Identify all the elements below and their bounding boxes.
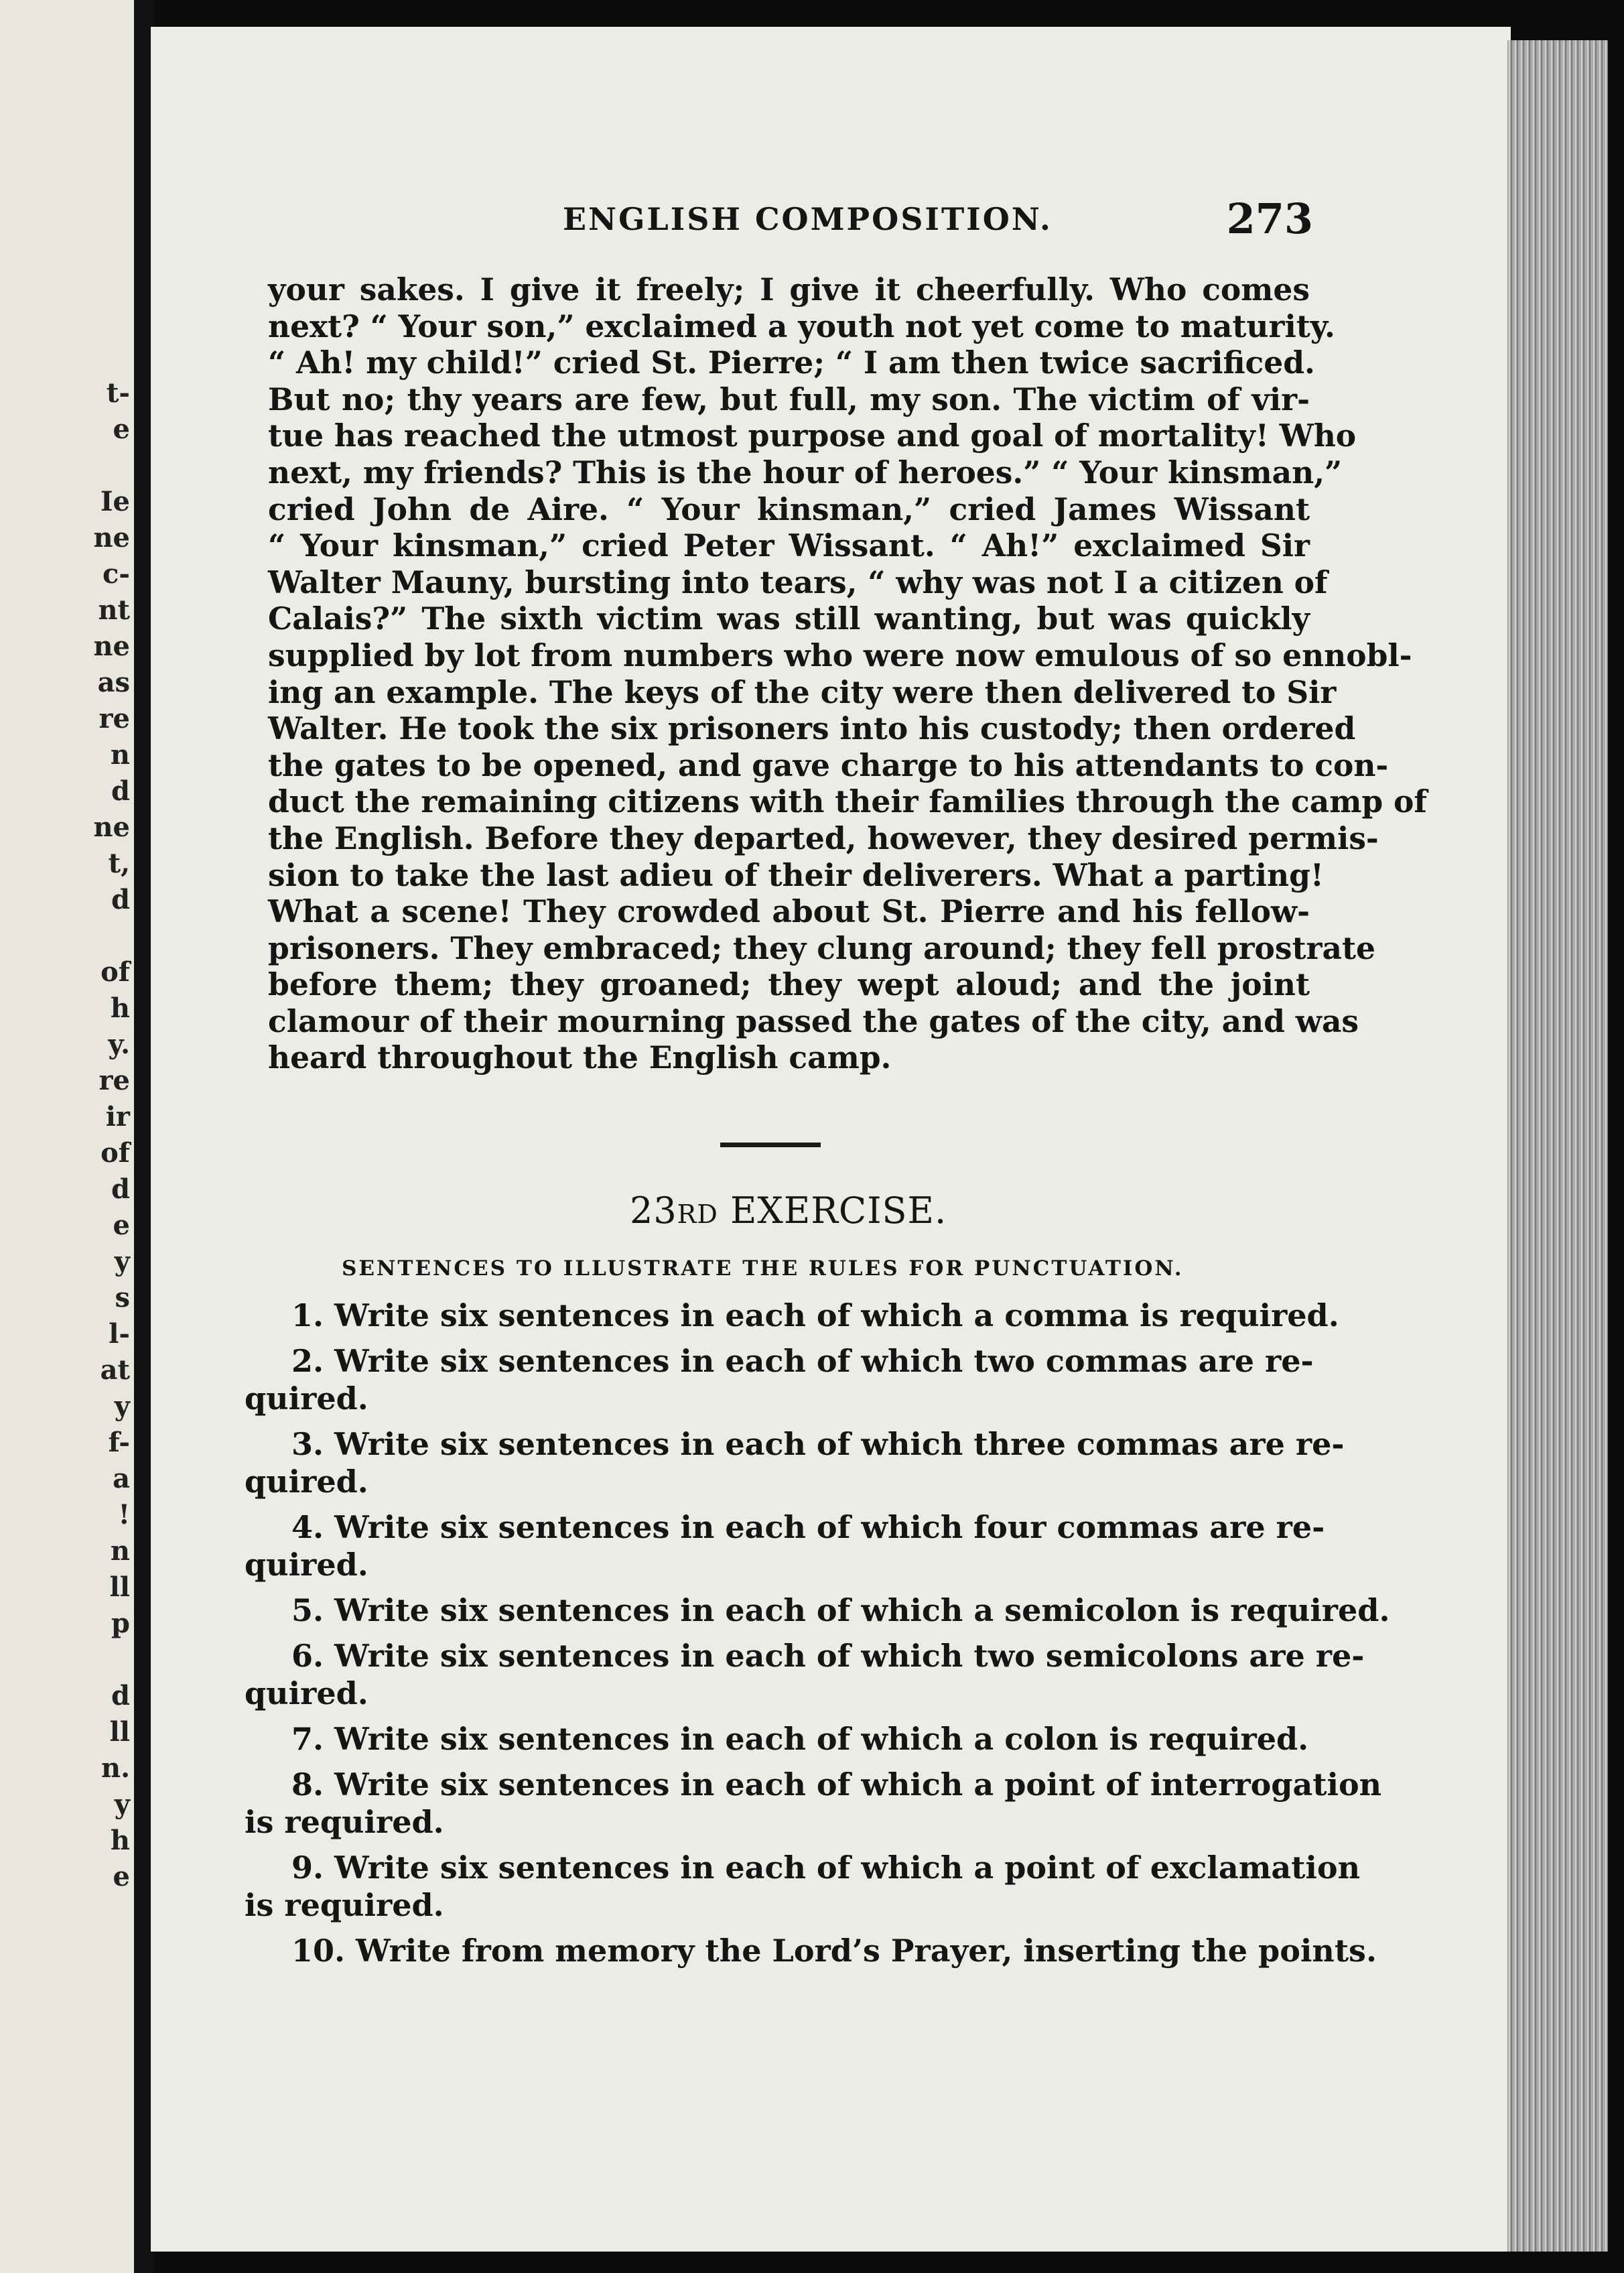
exercise-item-text: 8. Write six sentences in each of which a point of interrogation: [291, 1766, 1382, 1803]
exercise-item-continuation: quired.: [245, 1380, 368, 1417]
exercise-item: [245, 1297, 1339, 1334]
exercise-item-continuation: is required.: [245, 1887, 444, 1923]
fragment: d: [111, 884, 130, 915]
exercise-item-text: 4. Write six sentences in each of which four commas are re-: [291, 1509, 1325, 1545]
fragment: d: [111, 1680, 130, 1711]
fragment: ir: [105, 1101, 130, 1132]
text-line: tue has reached the utmost purpose and goal of mortality! Who: [268, 417, 1357, 454]
fragment: e: [113, 1210, 130, 1241]
exercise-ordinal-suffix: RD: [677, 1199, 718, 1229]
fragment: l-: [109, 1318, 130, 1350]
fragment: n: [110, 1535, 130, 1567]
section-divider: [720, 1143, 821, 1147]
fragment: n.: [100, 1752, 130, 1784]
exercise-item-text: 10. Write from memory the Lord’s Prayer, inserting the points.: [291, 1933, 1377, 1969]
fragment: a: [113, 1463, 130, 1494]
text-line: next? “ Your son,” exclaimed a youth not yet come to maturity.: [268, 308, 1335, 344]
fragment: e: [113, 1861, 130, 1892]
text-line: But no; thy years are few, but full, my son. The victim of vir-: [268, 381, 1310, 417]
text-line: duct the remaining citizens with their families through the camp of: [268, 783, 1427, 820]
fragment: y: [114, 1789, 130, 1820]
fragment: f-: [108, 1427, 130, 1458]
body-paragraph: [268, 271, 1427, 1076]
exercise-item: [245, 1766, 1382, 1841]
fragment: d: [111, 1173, 130, 1205]
exercise-item: [245, 1342, 1314, 1417]
fragment: ne: [93, 631, 130, 662]
fragment: d: [111, 775, 130, 807]
text-line: next, my friends? This is the hour of heroes.” “ Your kinsman,”: [268, 454, 1343, 491]
fragment: ll: [109, 1571, 130, 1603]
fragment: at: [100, 1354, 130, 1386]
exercise-item-continuation: is required.: [245, 1804, 444, 1840]
exercise-subheading: SENTENCES TO ILLUSTRATE THE RULES FOR PUNCTUATION.: [342, 1256, 1184, 1281]
text-line: Walter. He took the six prisoners into his custody; then ordered: [268, 710, 1356, 747]
fragment: t-: [106, 377, 130, 409]
exercise-item: [245, 1508, 1325, 1583]
text-line: ing an example. The keys of the city were then delivered to Sir: [268, 673, 1337, 710]
exercise-item: [245, 1720, 1309, 1758]
fragment: [93, 448, 130, 484]
exercise-item: [245, 1637, 1365, 1712]
text-line: Walter Mauny, bursting into tears, “ why was not I a citizen of: [268, 564, 1328, 600]
fragment: s: [115, 1282, 130, 1313]
exercise-list: [245, 1297, 1390, 1977]
exercise-item-text: 1. Write six sentences in each of which a comma is required.: [291, 1297, 1339, 1334]
text-line: What a scene! They crowded about St. Pierre and his fellow-: [268, 893, 1310, 930]
fragment: [93, 918, 130, 954]
running-head: ENGLISH COMPOSITION.: [563, 201, 1053, 237]
exercise-item-text: 3. Write six sentences in each of which three commas are re-: [291, 1426, 1345, 1462]
fragment: y: [114, 1390, 130, 1422]
exercise-item-text: 2. Write six sentences in each of which two commas are re-: [291, 1343, 1314, 1379]
text-line: sion to take the last adieu of their deliverers. What a parting!: [268, 856, 1324, 893]
text-line: supplied by lot from numbers who were now emulous of so ennobl-: [268, 637, 1412, 673]
text-line: Calais?” The sixth victim was still wanting, but was quickly: [268, 600, 1310, 637]
fragment: ne: [93, 522, 130, 554]
fragment: ll: [109, 1716, 130, 1748]
text-line: the English. Before they departed, however, they desired permis-: [268, 820, 1379, 856]
fragment: [93, 1642, 130, 1678]
text-line: prisoners. They embraced; they clung around; they fell prostrate: [268, 929, 1375, 966]
page-number: 273: [1226, 194, 1313, 243]
text-line: the gates to be opened, and gave charge to his attendants to con-: [268, 746, 1389, 783]
page-header: [563, 194, 1313, 248]
fragment: e: [113, 413, 130, 445]
exercise-title: [630, 1189, 947, 1232]
exercise-item: [245, 1849, 1361, 1924]
fragment: re: [98, 1065, 130, 1096]
fragment: h: [110, 1825, 130, 1856]
fragment: p: [111, 1608, 130, 1639]
exercise-item-continuation: quired.: [245, 1547, 368, 1583]
text-line: clamour of their mourning passed the gates of the city, and was: [268, 1002, 1359, 1039]
fragment: re: [98, 703, 130, 734]
fragment: as: [97, 667, 130, 698]
text-line: heard throughout the English camp.: [268, 1039, 892, 1076]
text-line: before them; they groaned; they wept aloud; and the joint: [268, 966, 1310, 1003]
fragment: Ie: [100, 486, 130, 517]
fragment: y.: [108, 1029, 130, 1060]
fragment: n: [110, 739, 130, 771]
text-line: “ Ah! my child!” cried St. Pierre; “ I am then twice sacrificed.: [268, 344, 1315, 381]
exercise-item: [245, 1425, 1345, 1500]
exercise-item-text: 7. Write six sentences in each of which a colon is required.: [291, 1721, 1309, 1757]
page-edges: [1507, 40, 1608, 2252]
fragment: h: [110, 992, 130, 1024]
exercise-item-continuation: quired.: [245, 1464, 368, 1500]
exercise-item-text: 9. Write six sentences in each of which a point of exclamation: [291, 1849, 1361, 1886]
text-line: cried John de Aire. “ Your kinsman,” cried James Wissant: [268, 491, 1310, 527]
previous-page-fragments: [93, 375, 130, 1895]
previous-page-edge: [0, 0, 134, 2273]
exercise-item-text: 5. Write six sentences in each of which a semicolon is required.: [291, 1592, 1390, 1628]
fragment: of: [100, 956, 130, 988]
exercise-item: [245, 1592, 1390, 1629]
fragment: ne: [93, 811, 130, 843]
exercise-title-word: EXERCISE.: [730, 1189, 947, 1232]
exercise-item: [245, 1932, 1377, 1969]
fragment: nt: [98, 594, 130, 626]
fragment: !: [118, 1499, 130, 1531]
exercise-item-continuation: quired.: [245, 1675, 368, 1711]
fragment: y: [114, 1246, 130, 1277]
text-line: “ Your kinsman,” cried Peter Wissant. “ Ah!” exclaimed Sir: [268, 527, 1310, 564]
fragment: t,: [108, 848, 130, 879]
text-line: your sakes. I give it freely; I give it cheerfully. Who comes: [268, 271, 1310, 308]
exercise-item-text: 6. Write six sentences in each of which two semicolons are re-: [291, 1638, 1365, 1674]
exercise-number: 23: [630, 1189, 677, 1232]
fragment: c-: [103, 558, 130, 590]
fragment: of: [100, 1137, 130, 1169]
